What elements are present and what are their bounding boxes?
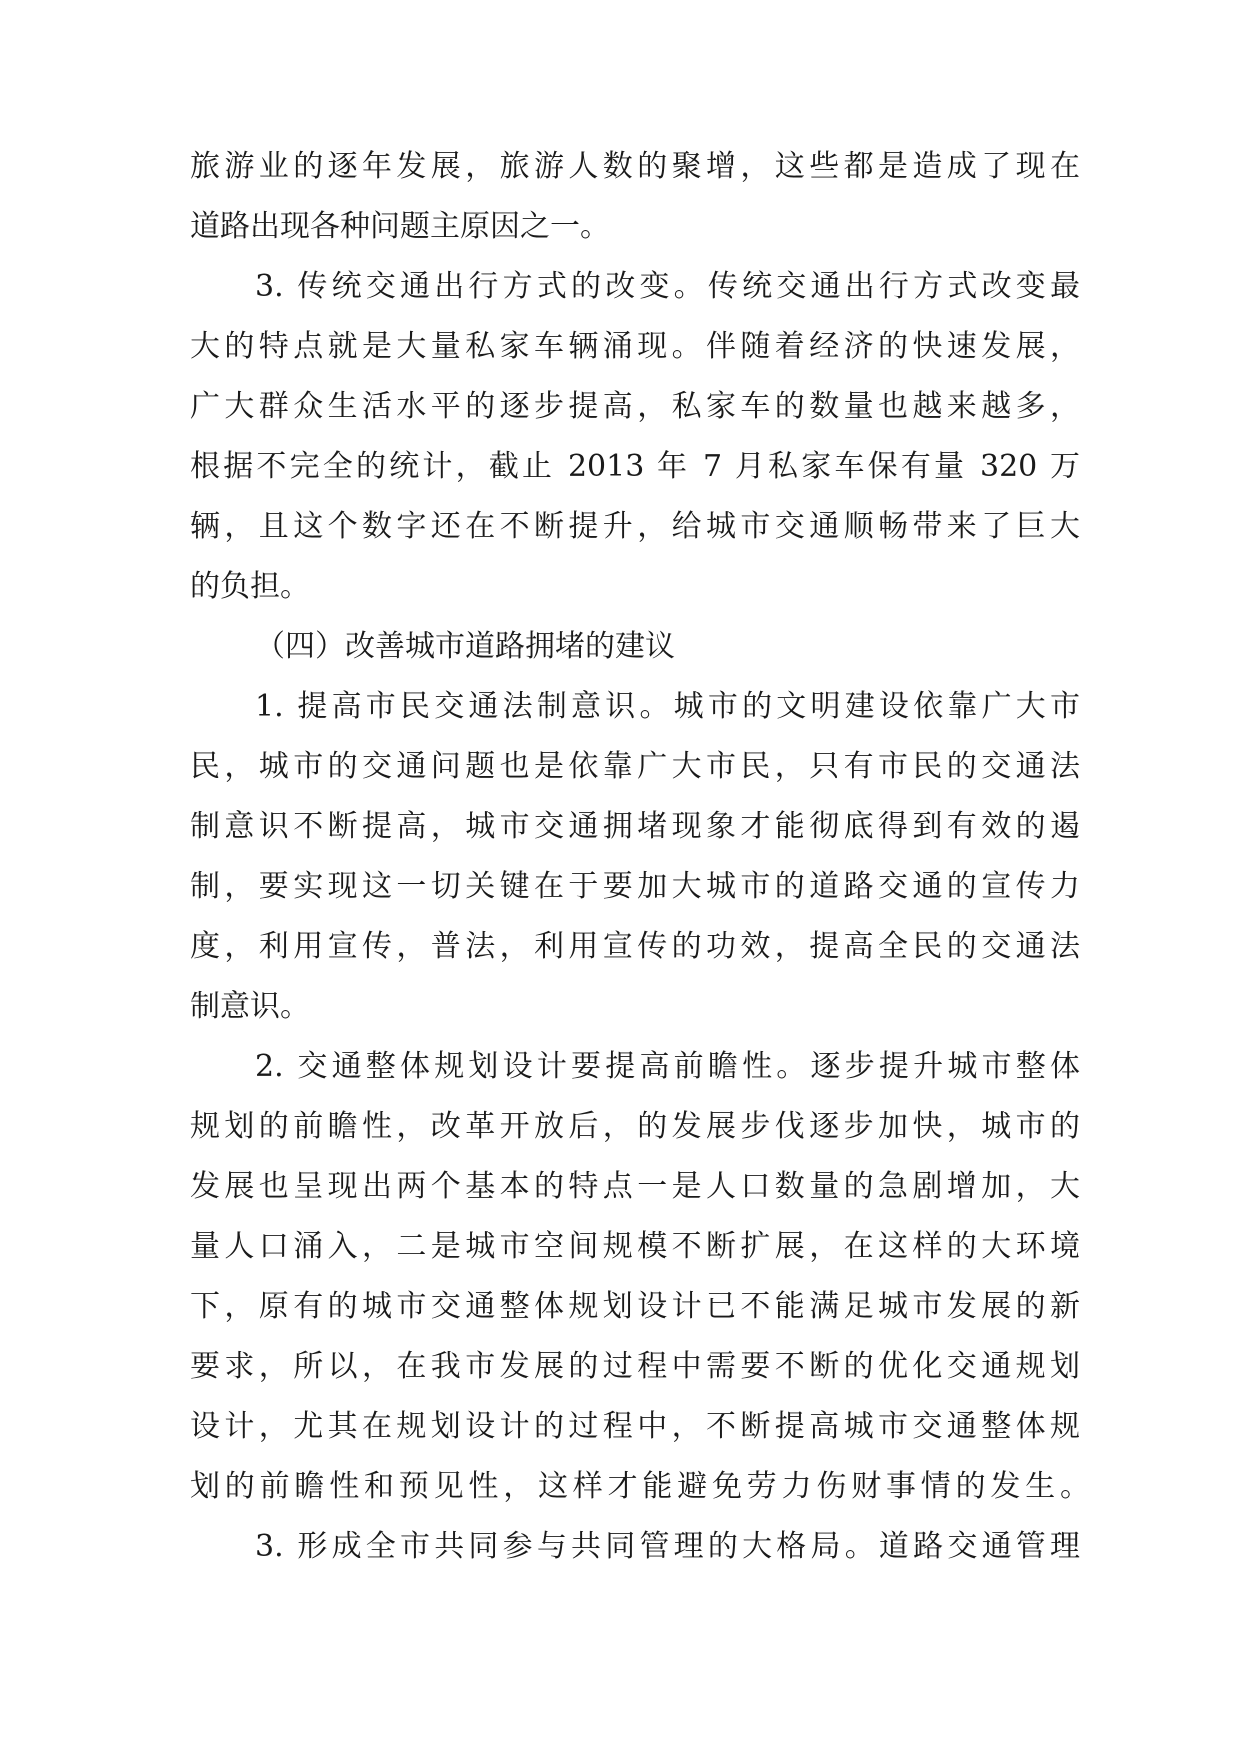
body-text-line: 民，城市的交通问题也是依靠广大市民，只有市民的交通法 <box>190 749 1080 784</box>
body-text-line: 旅游业的逐年发展，旅游人数的聚增，这些都是造成了现在 <box>190 149 1080 184</box>
body-text-line: 规划的前瞻性，改革开放后，的发展步伐逐步加快，城市的 <box>190 1109 1080 1144</box>
body-text-line: 的负担。 <box>190 569 310 604</box>
body-text-line: 发展也呈现出两个基本的特点一是人口数量的急剧增加，大 <box>190 1169 1080 1204</box>
body-text-line: 辆，且这个数字还在不断提升，给城市交通顺畅带来了巨大 <box>190 509 1080 544</box>
body-text-line: 制意识。 <box>190 989 310 1024</box>
body-text-line: 设计，尤其在规划设计的过程中，不断提高城市交通整体规 <box>190 1409 1080 1444</box>
body-text-line: 下，原有的城市交通整体规划设计已不能满足城市发展的新 <box>190 1289 1080 1324</box>
body-text-line: 大的特点就是大量私家车辆涌现。伴随着经济的快速发展， <box>190 329 1080 364</box>
body-text-line: 度，利用宣传，普法，利用宣传的功效，提高全民的交通法 <box>190 929 1080 964</box>
body-text-line: 制，要实现这一切关键在于要加大城市的道路交通的宣传力 <box>190 869 1080 904</box>
body-text-line: 量人口涌入，二是城市空间规模不断扩展，在这样的大环境 <box>190 1229 1080 1264</box>
body-text-line: 根据不完全的统计，截止 2013 年 7 月私家车保有量 320 万 <box>190 449 1080 484</box>
body-text-line: 制意识不断提高，城市交通拥堵现象才能彻底得到有效的遏 <box>190 809 1080 844</box>
section-heading: （四）改善城市道路拥堵的建议 <box>255 629 675 664</box>
body-text-line: 广大群众生活水平的逐步提高，私家车的数量也越来越多， <box>190 389 1080 424</box>
numbered-paragraph-start: 2. 交通整体规划设计要提高前瞻性。逐步提升城市整体 <box>255 1049 1080 1084</box>
body-text-line: 道路出现各种问题主原因之一。 <box>190 209 610 244</box>
numbered-paragraph-start: 1. 提高市民交通法制意识。城市的文明建设依靠广大市 <box>255 689 1080 724</box>
body-text-line: 划的前瞻性和预见性，这样才能避免劳力伤财事情的发生。 <box>190 1469 1090 1504</box>
body-text-line: 要求，所以，在我市发展的过程中需要不断的优化交通规划 <box>190 1349 1080 1384</box>
numbered-paragraph-start: 3. 传统交通出行方式的改变。传统交通出行方式改变最 <box>255 269 1080 304</box>
numbered-paragraph-start: 3. 形成全市共同参与共同管理的大格局。道路交通管理 <box>255 1529 1080 1564</box>
